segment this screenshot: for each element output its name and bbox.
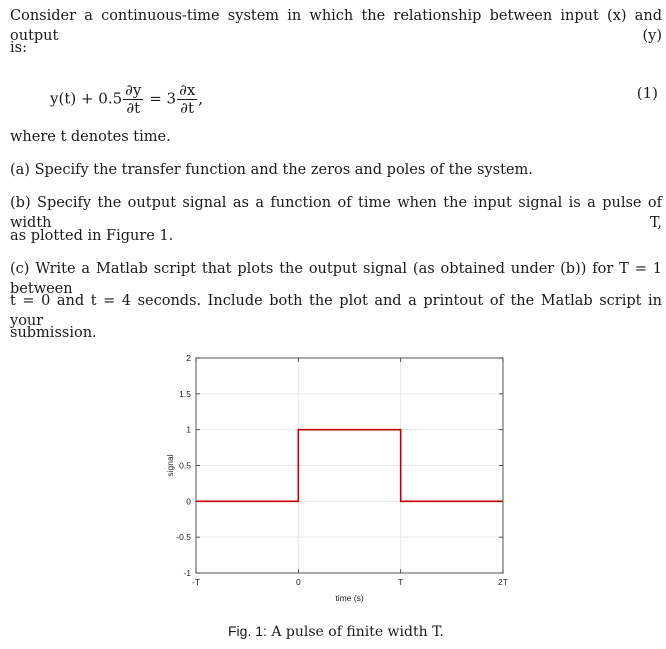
y-axis-label: signal (165, 454, 175, 477)
y-tick-label: -1 (183, 568, 191, 578)
figure-caption (228, 623, 444, 640)
part-a: (a) Specify the transfer function and the zeros and poles of the system. (10, 162, 533, 178)
y-tick-label: 2 (186, 353, 191, 363)
x-axis-label: time (s) (335, 593, 364, 603)
part-c-line-3: submission. (10, 325, 97, 341)
fraction-numerator: ∂y (125, 81, 142, 99)
y-tick-label: 0.5 (179, 460, 191, 471)
x-tick-label: 0 (295, 577, 301, 587)
equation-lhs: y(t) + 0.5 (50, 89, 123, 108)
x-tick-label: T (398, 577, 404, 587)
caption-label: Fig. 1: (228, 623, 267, 639)
equation-equals: = 3 (149, 89, 177, 108)
intro-line-2: is: (10, 40, 27, 56)
where-line: where t denotes time. (10, 129, 171, 145)
fraction-numerator: ∂x (179, 81, 196, 99)
y-tick-label: 1.5 (179, 388, 191, 399)
x-tick-label: -T (191, 577, 201, 587)
equation-number: (1) (636, 84, 658, 102)
fraction-denominator: ∂t (126, 99, 141, 117)
caption-text: A pulse of finite width T. (271, 624, 444, 640)
equation-comma: , (198, 89, 204, 108)
y-tick-label: 0 (186, 496, 191, 507)
y-tick-label: -0.5 (176, 532, 191, 543)
intro-line-1: Consider a continuous-time system in which the relationship between input (x) and output (y) (10, 8, 662, 44)
fraction-denominator: ∂t (180, 99, 195, 117)
part-c-line-1: (c) Write a Matlab script that plots the output signal (as obtained under (b)) for T = 1 between (10, 261, 662, 297)
y-tick-label: 1 (186, 424, 191, 435)
part-b-line-2: as plotted in Figure 1. (10, 228, 174, 244)
part-c-line-2: t = 0 and t = 4 seconds. Include both the plot and a printout of the Matlab script in your (10, 293, 662, 329)
x-tick-label: 2T (498, 577, 508, 587)
part-b-line-1: (b) Specify the output signal as a function of time when the input signal is a pulse of width T, (10, 195, 662, 231)
